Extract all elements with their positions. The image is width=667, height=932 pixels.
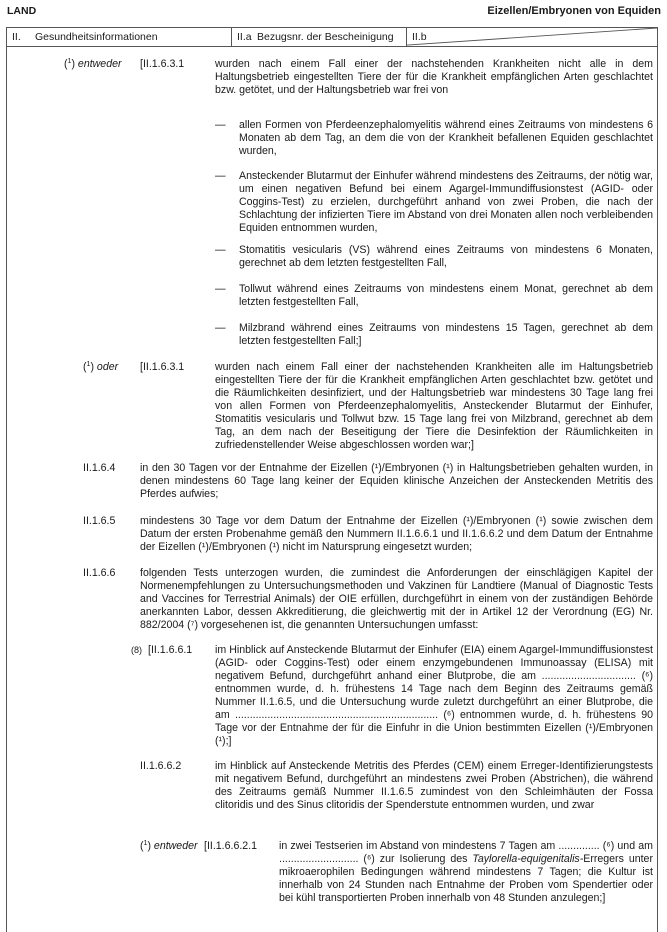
list-item <box>215 119 653 158</box>
clause-number: II.1.6.6.2 <box>140 760 182 772</box>
clause-text: wurden nach einem Fall einer der nachstehenden Krankheiten alle im Haltungsbetrieb eingestellten Tiere der für die Krankheit empfänglichen Arten geschlachtet bzw. getötet und die Räumlichkeiten desinfiziert, und der Haltungsbetrieb war mindestens 30 Tage lang frei von allen Formen von Pferdeenzephalomyelitis, Ansteckender Blutarmut der Einhufer, Stomatitis vesicularis und Tollwut bzw. 15 Tage lang frei von Milzbrand, gerechnet ab dem Tag, an dem nach der Beseitigung der Tiere die Desinfektion der Räumlichkeiten in zufriedenstellender Weise abgeschlossen worden war;] <box>215 361 653 451</box>
list-item-text: Stomatitis vesicularis (VS) während eines Zeitraums von mindestens 6 Monaten, gerechnet ab dem letzten festgestellten Fall, <box>239 244 653 269</box>
section-title-bar <box>6 27 658 47</box>
list-item <box>215 322 653 348</box>
diagonal-strike-line <box>407 28 657 46</box>
clause-text: im Hinblick auf Ansteckende Blutarmut der Einhufer (EIA) einem Agargel-Immundiffusionstest (AGID- oder Coggins-Test) oder einem enzymgebundenen Immunoassay (ELISA) mit negativem Befund, durchgeführt anhand einer Blutprobe, die am ................................ (⁶) entnommen wurde, d. h. frühestens 14 Tage nach dem Beginn des Zeitraums gemäß Nummer II.1.6.5, und die Untersuchung wurde zuletzt durchgeführt an einer Blutprobe, die am ..................................................................... (⁶) entnommen wurde, d. h. frühestens 90 Tage vor der Entnahme der für die Einfuhr in die Union bestimmten Eizellen (¹)/Embryonen (¹);] <box>215 644 653 747</box>
dash-bullet-icon: — <box>215 322 226 334</box>
footnote-note: ($^1$) <box>140 840 151 852</box>
footnote-ref-a <box>64 58 122 71</box>
clause-number: II.1.6.5 <box>83 515 116 527</box>
footnote-note: ($^1$) <box>64 58 75 70</box>
list-item <box>215 170 653 235</box>
clause-text: wurden nach einem Fall einer der nachstehenden Krankheiten nicht alle in dem Haltungsbetrieb eingestellten Tiere der für die Krankheit empfänglichen Arten geschlachtet bzw. getötet, und der Haltungsbetrieb war frei von <box>215 58 653 96</box>
section-label: Gesundheitsinformationen <box>35 30 158 43</box>
clause-text <box>279 840 653 905</box>
clause-number: II.1.6.6 <box>83 567 116 579</box>
dash-bullet-icon: — <box>215 119 226 131</box>
option-word: entweder <box>77 58 122 70</box>
clause-text: folgenden Tests unterzogen wurden, die zumindest die Anforderungen der einschlägigen Kapitel der Normenempfehlungen zu Untersuchungsmethoden und Vakzinen für Landtiere (Manual of Diagnostic Tests and Vaccines for Terrestrial Animals) der OIE erfüllen, durchgeführt in einem von der zuständigen Behörde anerkannten Labor, dessen Akkreditierung, die gleichwertig mit der in Artikel 12 der Verordnung (EG) Nr. 882/2004 (⁷) vorgesehenen ist, die genannten Untersuchungen umfasst: <box>140 567 653 631</box>
country-label: LAND <box>7 5 37 17</box>
dash-bullet-icon: — <box>215 283 226 295</box>
clause-text: mindestens 30 Tage vor dem Datum der Entnahme der Eizellen (¹)/Embryonen (¹) sowie zwischen dem Datum der ersten Probenahme gemäß den Nummern II.1.6.6.1 und II.1.6.6.2 und dem Datum der Entnahme der Eizellen (¹)/Embryonen (¹) nicht im Natursprung eingesetzt wurden; <box>140 515 653 553</box>
clause-number: [II.1.6.6.2.1 <box>204 840 258 852</box>
document-title: Eizellen/Embryonen von Equiden <box>487 5 661 17</box>
clause-number: II.1.6.4 <box>83 462 116 474</box>
reference-number: II.a <box>237 30 252 43</box>
footnote-ref-f: (8) <box>131 645 142 655</box>
list-item <box>215 283 653 309</box>
list-item-text: Tollwut während eines Zeitraums von mindestens einem Monat, gerechnet ab dem letzten festgestellten Fall, <box>239 283 653 308</box>
option-word: oder <box>96 361 119 373</box>
list-item-text: Milzbrand während eines Zeitraums von mindestens 15 Tagen, gerechnet ab dem letzten festgestellten Fall;] <box>239 322 653 347</box>
footnote-ref-b <box>83 361 118 374</box>
pathogen-name: Taylorella-equigenitalis- <box>472 853 584 865</box>
clause-text: im Hinblick auf Ansteckende Metritis des Pferdes (CEM) einem Erreger-Identifizierungstests mit negativem Befund, durchgeführt an mindestens zwei Proben (Abstrichen), die während des Zeitraums gemäß Nummer II.1.6.5 zumindest von den Schleimhäuten der Fossa clitoridis und des Sinus clitoridis der Spenderstute entnommen wurden, und zwar <box>215 760 653 811</box>
clause-text-part-a: in zwei Testserien im Abstand von mindestens 7 Tagen am .............. (⁶) und am ........................... (⁶) zur Isolierung des <box>279 840 653 865</box>
reference2-number: II.b <box>412 30 427 43</box>
dash-bullet-icon: — <box>215 244 226 256</box>
dash-bullet-icon: — <box>215 170 226 182</box>
option-word: entweder <box>153 840 198 852</box>
clause-number: [II.1.6.3.1 <box>140 58 185 70</box>
section-cell <box>7 28 232 46</box>
reference-label: Bezugsnr. der Bescheinigung <box>257 30 394 43</box>
reference2-cell <box>407 28 657 46</box>
footnote-note: ($^1$) <box>83 361 94 373</box>
clause-number: [II.1.6.6.1 <box>148 644 193 656</box>
section-number: II. <box>12 30 21 43</box>
clause-text-part-b: Erregers unter mikroaerophilen Bedingungen während mindestens 7 Tagen; die Kultur ist innerhalb von 24 Stunden nach Entnahme der Proben vom Spendertier oder bei kühl transportierten Proben innerhalb von 48 Stunden anzulegen;] <box>279 853 653 904</box>
list-item-text: Ansteckender Blutarmut der Einhufer während mindestens des Zeitraums, der nötig war, um einen negativen Befund bei einem Agargel-Immundiffusionstest (AGID- oder Coggins-Test) zu erzielen, durchgeführt anhand von zwei Proben, die nach der Schlachtung der infizierten Tiere im Abstand von drei Monaten allen noch verbleibenden Equiden entnommen wurden, <box>239 170 653 234</box>
list-item <box>215 244 653 270</box>
clause-number: [II.1.6.3.1 <box>140 361 185 373</box>
clause-text: in den 30 Tagen vor der Entnahme der Eizellen (¹)/Embryonen (¹) in Haltungsbetrieben gehalten wurden, in denen mindestens 60 Tage lang keiner der Equiden klinische Anzeichen der Ansteckenden Metritis des Pferdes aufwies; <box>140 462 653 500</box>
list-item-text: allen Formen von Pferdeenzephalomyelitis während eines Zeitraums von mindestens 6 Monaten ab dem Tag, an dem die von der Krankheit befallenen Equiden geschlachtet wurden, <box>239 119 653 157</box>
footnote-ref-h <box>140 840 198 853</box>
reference-cell <box>232 28 407 46</box>
